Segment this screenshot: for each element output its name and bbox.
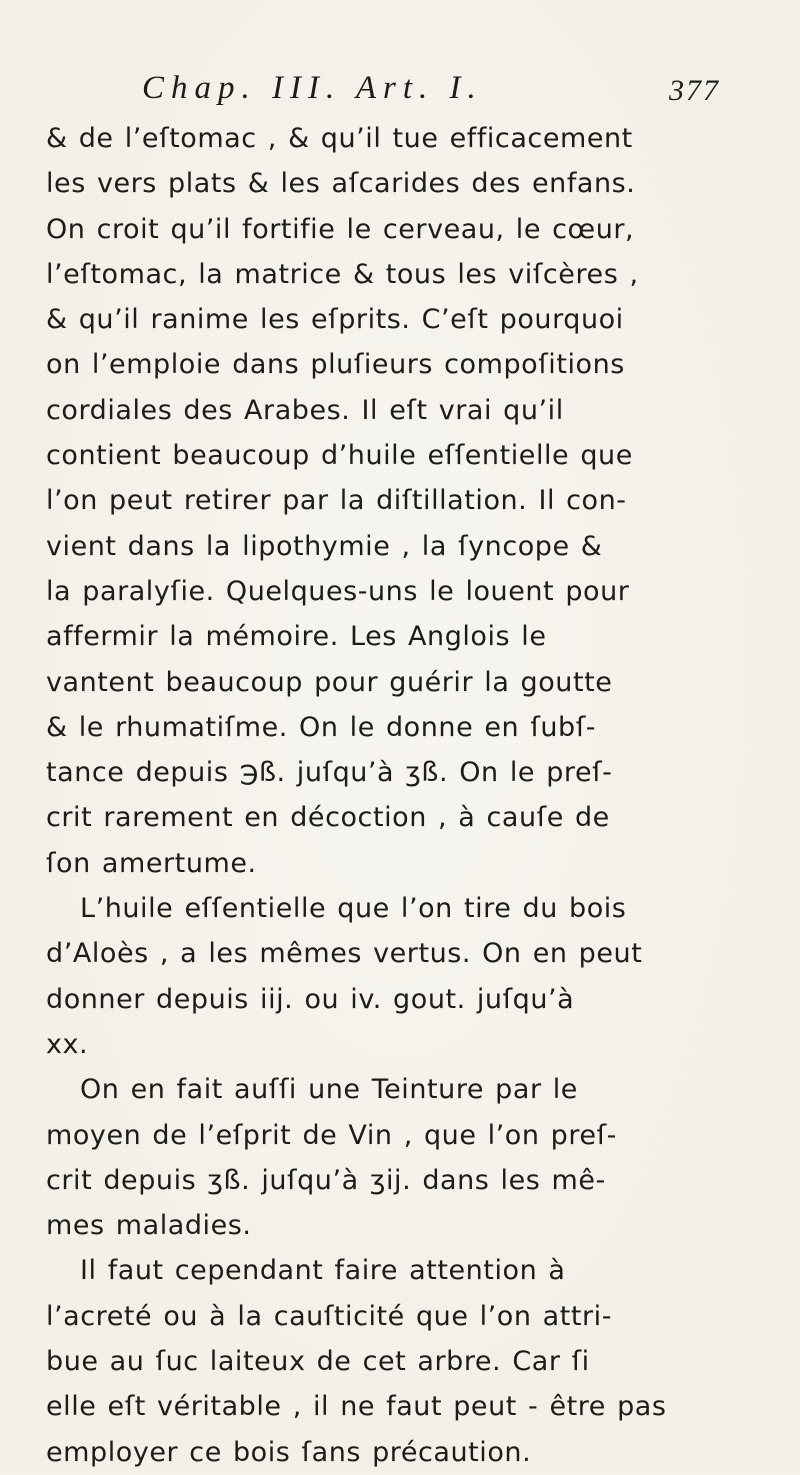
text-line: moyen de l’eſprit de Vin , que l’on preſ-	[46, 1119, 617, 1151]
text-line: employer ce bois ſans précaution.	[46, 1436, 532, 1468]
text-line: on l’emploie dans pluſieurs compoſitions	[46, 349, 625, 381]
text-line: elle eſt véritable , il ne faut peut - être pas	[46, 1391, 667, 1423]
text-line: donner depuis iij. ou iv. gout. juſqu’à	[46, 983, 575, 1015]
page-header	[120, 70, 720, 120]
running-head: Chap. III. Art. I.	[142, 70, 483, 106]
text-line: Il faut cependant faire attention à	[80, 1255, 566, 1287]
text-line: On en fait auſſi une Teinture par le	[80, 1074, 578, 1106]
text-line: & qu’il ranime les eſprits. C’eſt pourquoi	[46, 304, 624, 336]
text-line: xx.	[46, 1028, 89, 1060]
paragraph-2	[46, 886, 746, 1067]
text-line: l’on peut retirer par la diſtillation. Il con-	[46, 485, 627, 517]
text-line: & le rhumatiſme. On le donne en ſubſ-	[46, 711, 597, 743]
paragraph-1	[46, 116, 746, 886]
body-text	[46, 116, 746, 1475]
text-line: crit rarement en décoction , à cauſe de	[46, 802, 610, 834]
text-line: vantent beaucoup pour guérir la goutte	[46, 666, 613, 698]
text-line: cordiales des Arabes. Il eſt vrai qu’il	[46, 394, 564, 426]
text-line: mes maladies.	[46, 1210, 252, 1242]
page-number: 377	[669, 74, 720, 107]
text-line: L’huile eſſentielle que l’on tire du bois	[80, 893, 627, 925]
text-line: les vers plats & les aſcarides des enfans.	[46, 168, 636, 200]
text-line: On croit qu’il fortifie le cerveau, le cœur,	[46, 213, 635, 245]
text-line: l’eſtomac, la matrice & tous les viſcères ,	[46, 258, 639, 290]
text-line: d’Aloès , a les mêmes vertus. On en peut	[46, 938, 643, 970]
text-line: la paralyſie. Quelques-uns le louent pour	[46, 575, 630, 607]
text-line: bue au ſuc laiteux de cet arbre. Car ſi	[46, 1346, 590, 1378]
text-line: contient beaucoup d’huile eſſentielle que	[46, 440, 633, 472]
text-line: tance depuis ℈ß. juſqu’à ʒß. On le preſ-	[46, 757, 613, 789]
text-line: crit depuis ʒß. juſqu’à ʒij. dans les mê-	[46, 1164, 606, 1196]
text-line: l’acreté ou à la cauſticité que l’on attri-	[46, 1300, 613, 1332]
paragraph-3	[46, 1067, 746, 1248]
text-line: ſon amertume.	[46, 847, 257, 879]
text-line: & de l’eſtomac , & qu’il tue efficacement	[46, 123, 633, 154]
text-line: affermir la mémoire. Les Anglois le	[46, 621, 547, 653]
text-line: vient dans la lipothymie , la ſyncope &	[46, 530, 603, 562]
paragraph-4	[46, 1248, 746, 1474]
